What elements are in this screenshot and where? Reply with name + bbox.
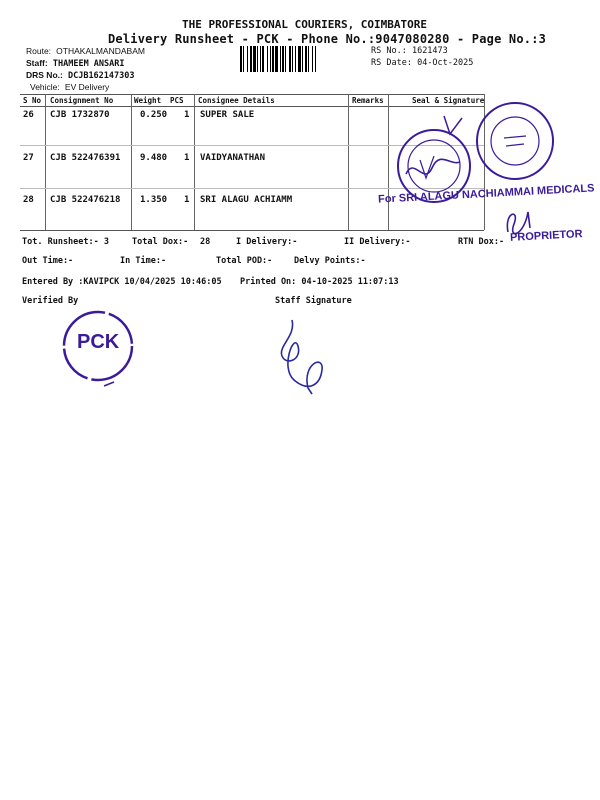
ii-delivery: II Delivery:- — [344, 237, 411, 247]
barcode-bar — [292, 46, 293, 72]
row-sno: 26 — [23, 110, 34, 120]
col-divider — [348, 94, 349, 230]
staff-value: THAMEEM ANSARI — [52, 59, 125, 69]
out-time: Out Time:- — [22, 256, 74, 266]
rs-date-value: 04-Oct-2025 — [417, 58, 474, 68]
barcode-bar — [302, 46, 303, 72]
table-bottom-rule — [20, 230, 484, 231]
barcode-bar — [240, 46, 242, 72]
row-sno: 27 — [23, 153, 34, 163]
route-value: OTHAKALMANDABAM — [56, 46, 145, 56]
rs-no-value: 1621473 — [411, 46, 448, 56]
barcode-bar — [243, 46, 244, 72]
vehicle-value: EV Delivery — [64, 82, 110, 92]
col-header-weight: Weight — [134, 96, 162, 105]
barcode-bar — [262, 46, 264, 72]
rs-no-line — [371, 46, 448, 56]
barcode-bar — [298, 46, 301, 72]
rs-no-label: RS No.: — [371, 46, 407, 56]
col-divider — [131, 94, 132, 230]
route-line — [26, 46, 145, 57]
staff-label: Staff: — [26, 58, 48, 68]
proprietor-stamp-text: PROPRIETOR — [509, 228, 583, 244]
rs-date-line — [371, 58, 473, 68]
barcode-image — [240, 46, 368, 72]
company-title: THE PROFESSIONAL COURIERS, COIMBATORE — [182, 18, 428, 31]
barcode-bar — [305, 46, 307, 72]
row-sno: 28 — [23, 195, 34, 205]
barcode-bar — [308, 46, 309, 72]
staff-line — [26, 58, 125, 69]
col-header-seal: Seal & Signature — [412, 96, 485, 105]
total-dox-label: Total Dox:- — [132, 237, 189, 247]
row-weight: 1.350 — [140, 195, 168, 205]
i-delivery: I Delivery:- — [236, 237, 298, 247]
drs-line — [26, 70, 135, 81]
runsheet-subtitle: Delivery Runsheet - PCK - Phone No.:9047080280 - Page No.:3 — [108, 32, 547, 46]
table-header-rule — [20, 106, 484, 107]
in-time: In Time:- — [120, 256, 167, 266]
row-consignee: SRI ALAGU ACHIAMM — [200, 195, 293, 205]
row-consignment: CJB 1732870 — [50, 110, 110, 120]
total-pod: Total POD:- — [216, 256, 273, 266]
col-header-consignee: Consignee Details — [198, 96, 275, 105]
barcode-bar — [260, 46, 261, 72]
col-divider — [194, 94, 195, 230]
barcode-bar — [285, 46, 286, 72]
rtn-dox: RTN Dox:- — [458, 237, 505, 247]
barcode-bar — [257, 46, 258, 72]
check-mark-scribble — [440, 112, 470, 142]
total-dox-value: 28 — [200, 237, 211, 247]
barcode-bar — [295, 46, 296, 72]
rs-date-label: RS Date: — [371, 58, 412, 68]
col-divider — [388, 94, 389, 230]
barcode-bar — [275, 46, 278, 72]
barcode-bar — [312, 46, 313, 72]
printed-on: Printed On: 04-10-2025 11:07:13 — [240, 277, 399, 287]
row-pcs: 1 — [184, 153, 190, 163]
staff-signature-scribble — [272, 316, 336, 396]
route-label: Route: — [26, 46, 52, 56]
col-header-sno: S No — [23, 96, 42, 105]
vehicle-label: Vehicle: — [30, 82, 60, 92]
col-header-consignment: Consignment No — [50, 96, 114, 105]
barcode-bar — [315, 46, 316, 72]
delvy-points: Delvy Points:- — [294, 256, 366, 266]
entered-by: Entered By :KAVIPCK 10/04/2025 10:46:05 — [22, 277, 222, 287]
staff-signature-label: Staff Signature — [275, 296, 352, 306]
row-consignee: VAIDYANATHAN — [200, 153, 266, 163]
medicals-stamp-text: For SRI ALAGU NACHIAMMAI MEDICALS — [377, 182, 595, 206]
row-pcs: 1 — [184, 195, 190, 205]
row-weight: 0.250 — [140, 110, 168, 120]
barcode-bar — [282, 46, 284, 72]
row-pcs: 1 — [184, 110, 190, 120]
barcode-bar — [247, 46, 248, 72]
barcode-bar — [280, 46, 281, 72]
pck-stamp-text: PCK — [77, 331, 120, 353]
col-header-pcs: PCS — [170, 96, 184, 105]
vehicle-line — [30, 82, 109, 93]
row-consignee: SUPER SALE — [200, 110, 255, 120]
textile-seal-stamp — [474, 100, 556, 182]
barcode-bar — [250, 46, 252, 72]
row-consignment: CJB 522476218 — [50, 195, 121, 205]
barcode-bar — [270, 46, 271, 72]
col-header-remarks: Remarks — [352, 96, 384, 105]
barcode-bar — [253, 46, 256, 72]
tot-runsheet: Tot. Runsheet:- 3 — [22, 237, 109, 247]
verified-by-label: Verified By — [22, 296, 79, 306]
barcode-bar — [289, 46, 291, 72]
drs-value: DCJB162147303 — [67, 71, 135, 81]
barcode-bar — [272, 46, 274, 72]
row-consignment: CJB 522476391 — [50, 153, 121, 163]
row-weight: 9.480 — [140, 153, 168, 163]
table-top-rule — [20, 94, 484, 95]
barcode-bar — [267, 46, 268, 72]
drs-label: DRS No.: — [26, 70, 63, 80]
col-divider — [45, 94, 46, 230]
